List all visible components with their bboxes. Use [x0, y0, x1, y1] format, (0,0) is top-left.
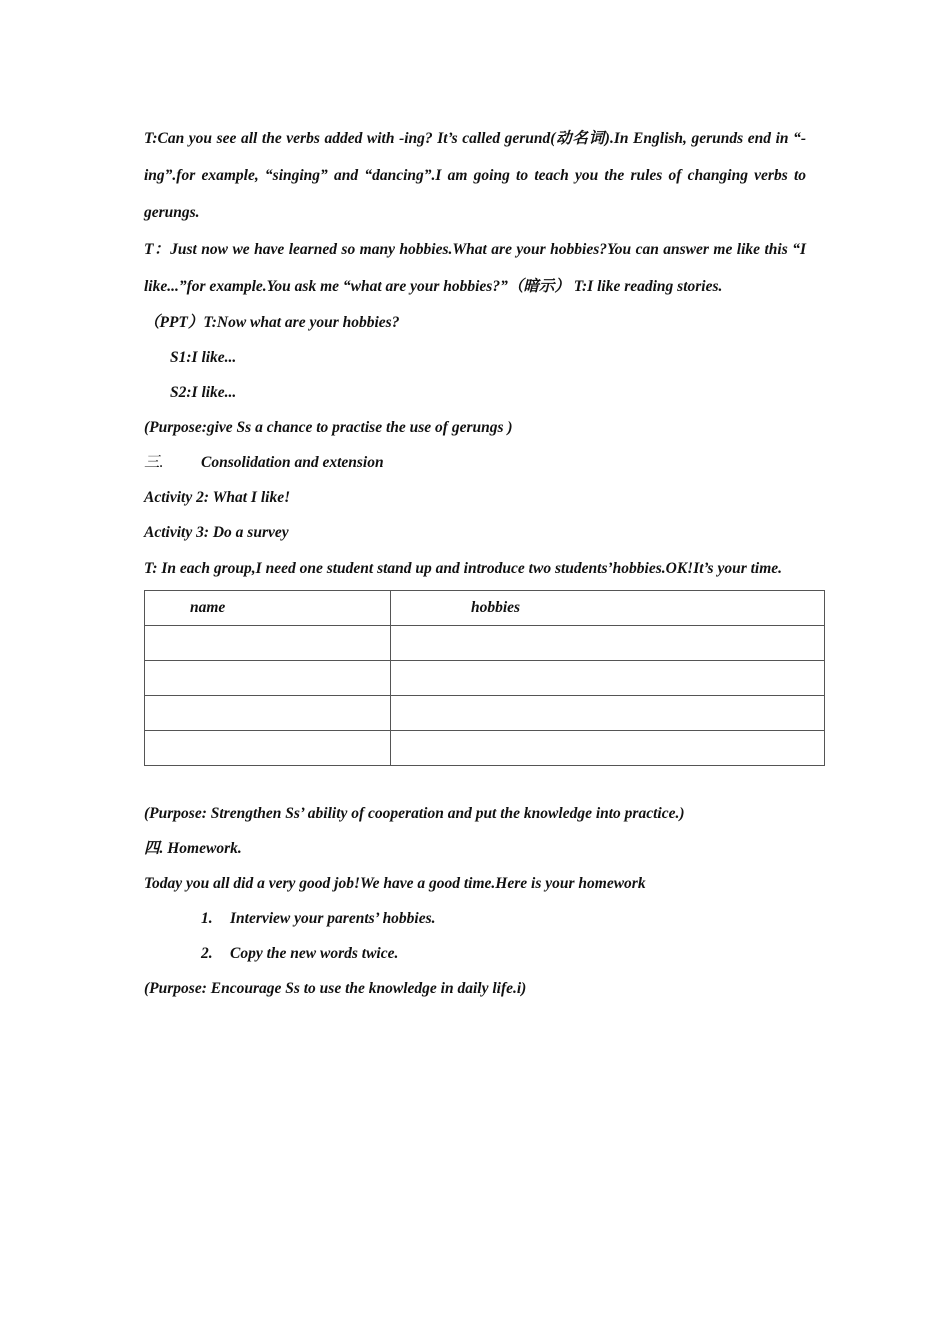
table-cell [391, 696, 825, 731]
list-text: Copy the new words twice. [230, 945, 399, 962]
activity-2: Activity 2: What I like! [144, 489, 291, 506]
homework-intro: Today you all did a very good job!We have a good time.Here is your homework [144, 875, 646, 892]
hobbies-intro-paragraph: T：Just now we have learned so many hobbies.What are your hobbies?You can answer me like this “I like...”for example.You ask me “what are your hobbies?”（暗示） T:I like reading stories. [144, 241, 806, 295]
spacer [144, 766, 806, 796]
header-hobbies: hobbies [391, 591, 825, 626]
purpose-daily-life: (Purpose: Encourage Ss to use the knowledge in daily life.i) [144, 980, 527, 997]
table-cell [145, 696, 391, 731]
table-cell [391, 731, 825, 766]
table-row [145, 696, 825, 731]
table-cell [391, 626, 825, 661]
table-cell [145, 661, 391, 696]
section-heading-homework: 四. Homework. [144, 840, 242, 857]
section-title: Consolidation and extension [201, 454, 384, 471]
header-name: name [145, 591, 391, 626]
section-heading-consolidation [144, 445, 806, 480]
homework-item-1 [144, 901, 806, 936]
table-row [145, 731, 825, 766]
student2-answer: S2:I like... [170, 384, 237, 401]
table-cell [391, 661, 825, 696]
activity-3: Activity 3: Do a survey [144, 524, 289, 541]
list-text: Interview your parents’ hobbies. [230, 910, 436, 927]
survey-table [144, 590, 825, 766]
table-row [145, 661, 825, 696]
homework-item-2 [144, 936, 806, 971]
gerund-paragraph: T:Can you see all the verbs added with -ing? It’s called gerund(动名词).In English, gerunds end in “-ing”.for example, “singing” and “dancing”.I am going to teach you the rules of changing verbs to gerungs. [144, 130, 806, 221]
table-cell [145, 731, 391, 766]
document-page [144, 120, 806, 1006]
list-number: 1. [201, 910, 213, 927]
table-row [145, 626, 825, 661]
purpose-gerunds: (Purpose:give Ss a chance to practise the use of gerungs ) [144, 419, 513, 436]
section-number: 三. [144, 454, 164, 471]
ppt-question: （PPT）T:Now what are your hobbies? [144, 314, 400, 331]
group-instruction: T: In each group,I need one student stand up and introduce two students’hobbies.OK!It’s your time. [144, 560, 783, 577]
student1-answer: S1:I like... [170, 349, 237, 366]
purpose-cooperation: (Purpose: Strengthen Ss’ ability of cooperation and put the knowledge into practice.) [144, 805, 685, 822]
list-number: 2. [201, 945, 213, 962]
table-cell [145, 626, 391, 661]
table-header-row [145, 591, 825, 626]
